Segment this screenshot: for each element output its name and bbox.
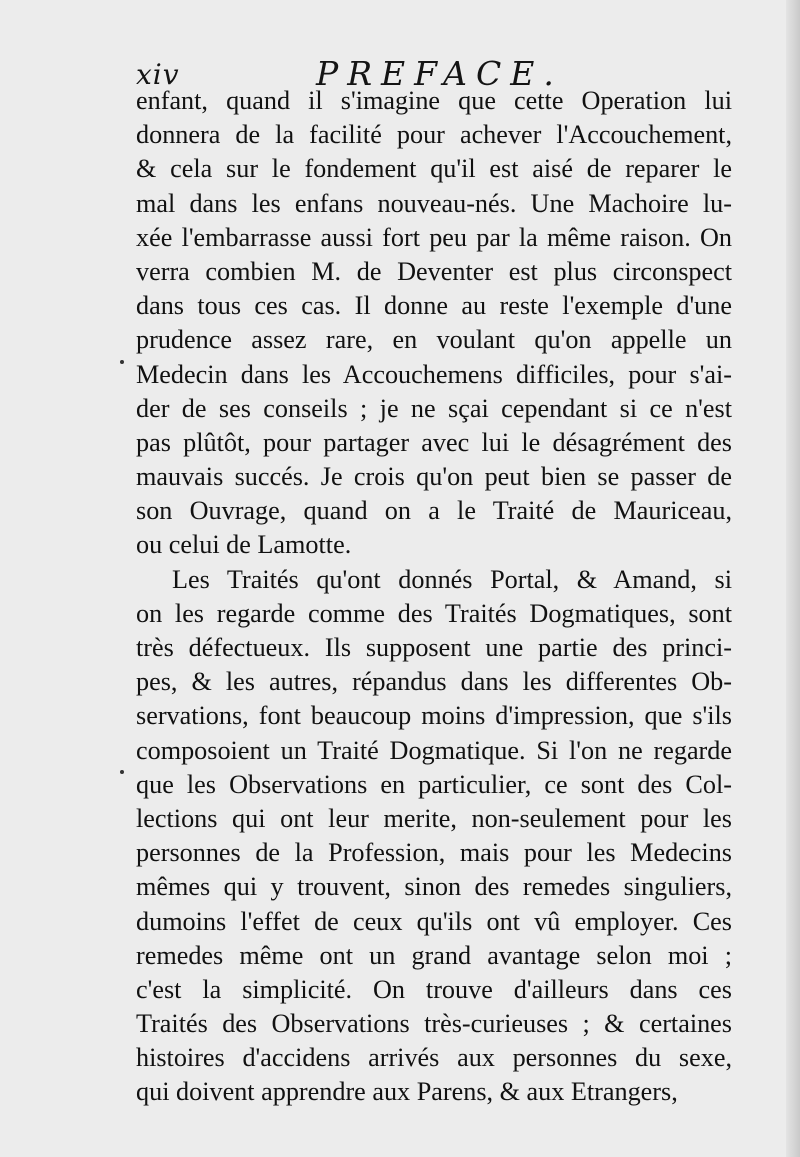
text-line: Traités des Observations très-curieuses ; & certaines [136, 1009, 732, 1039]
page-number: xiv [136, 58, 180, 91]
text-line: ou celui de Lamotte. [136, 530, 352, 560]
paragraph [136, 84, 732, 563]
text-line: verra combien M. de Deventer est plus circonspect [136, 256, 732, 286]
text-line: servations, font beaucoup moins d'impression, que s'ils [136, 701, 732, 731]
text-line: mêmes qui y trouvent, sinon des remedes singuliers, [136, 872, 732, 902]
text-line: histoires d'accidens arrivés aux personnes du sexe, [136, 1043, 732, 1073]
text-line: Les Traités qu'ont donnés Portal, & Amand, si [172, 564, 732, 594]
text-line: qui doivent apprendre aux Parens, & aux Etrangers, [136, 1077, 678, 1107]
text-line: prudence assez rare, en voulant qu'on appelle un [136, 325, 732, 355]
text-line: on les regarde comme des Traités Dogmatiques, sont [136, 598, 732, 628]
text-line: Medecin dans les Accouchemens difficiles, pour s'ai- [136, 359, 732, 389]
text-line: der de ses conseils ; je ne sçai cependant si ce n'est [136, 393, 732, 423]
text-line: enfant, quand il s'imagine que cette Operation lui [136, 86, 732, 115]
text-line: donnera de la facilité pour achever l'Accouchement, [136, 120, 732, 150]
text-line: remedes même ont un grand avantage selon moi ; [136, 940, 732, 970]
text-line: très défectueux. Ils supposent une partie des princi- [136, 633, 732, 662]
text-line: pas plûtôt, pour partager avec lui le désagrément des [136, 427, 732, 457]
running-title: PREFACE. [316, 54, 563, 93]
text-line: que les Observations en particulier, ce sont des Col- [136, 769, 732, 799]
text-line: & cela sur le fondement qu'il est aisé de reparer le [136, 154, 732, 184]
body-text [136, 84, 732, 1110]
text-line: personnes de la Profession, mais pour les Medecins [136, 838, 732, 868]
text-line: mal dans les enfans nouveau-nés. Une Machoire lu- [136, 188, 732, 218]
text-line: mauvais succés. Je crois qu'on peut bien se passer de [136, 462, 732, 492]
page-edge-shadow [786, 0, 800, 1157]
paragraph [136, 563, 732, 1110]
text-line: dumoins l'effet de ceux qu'ils ont vû employer. Ces [136, 906, 732, 936]
text-line: composoient un Traité Dogmatique. Si l'on ne regarde [136, 735, 732, 765]
margin-mark [120, 770, 124, 774]
margin-mark [120, 360, 124, 364]
text-line: pes, & les autres, répandus dans les differentes Ob- [136, 667, 732, 697]
text-line: dans tous ces cas. Il donne au reste l'exemple d'une [136, 291, 732, 321]
text-line: c'est la simplicité. On trouve d'ailleurs dans ces [136, 974, 732, 1004]
text-line: lections qui ont leur merite, non-seulement pour les [136, 803, 732, 833]
text-line: son Ouvrage, quand on a le Traité de Mauriceau, [136, 496, 732, 526]
text-line: xée l'embarrasse aussi fort peu par la même raison. On [136, 222, 732, 252]
